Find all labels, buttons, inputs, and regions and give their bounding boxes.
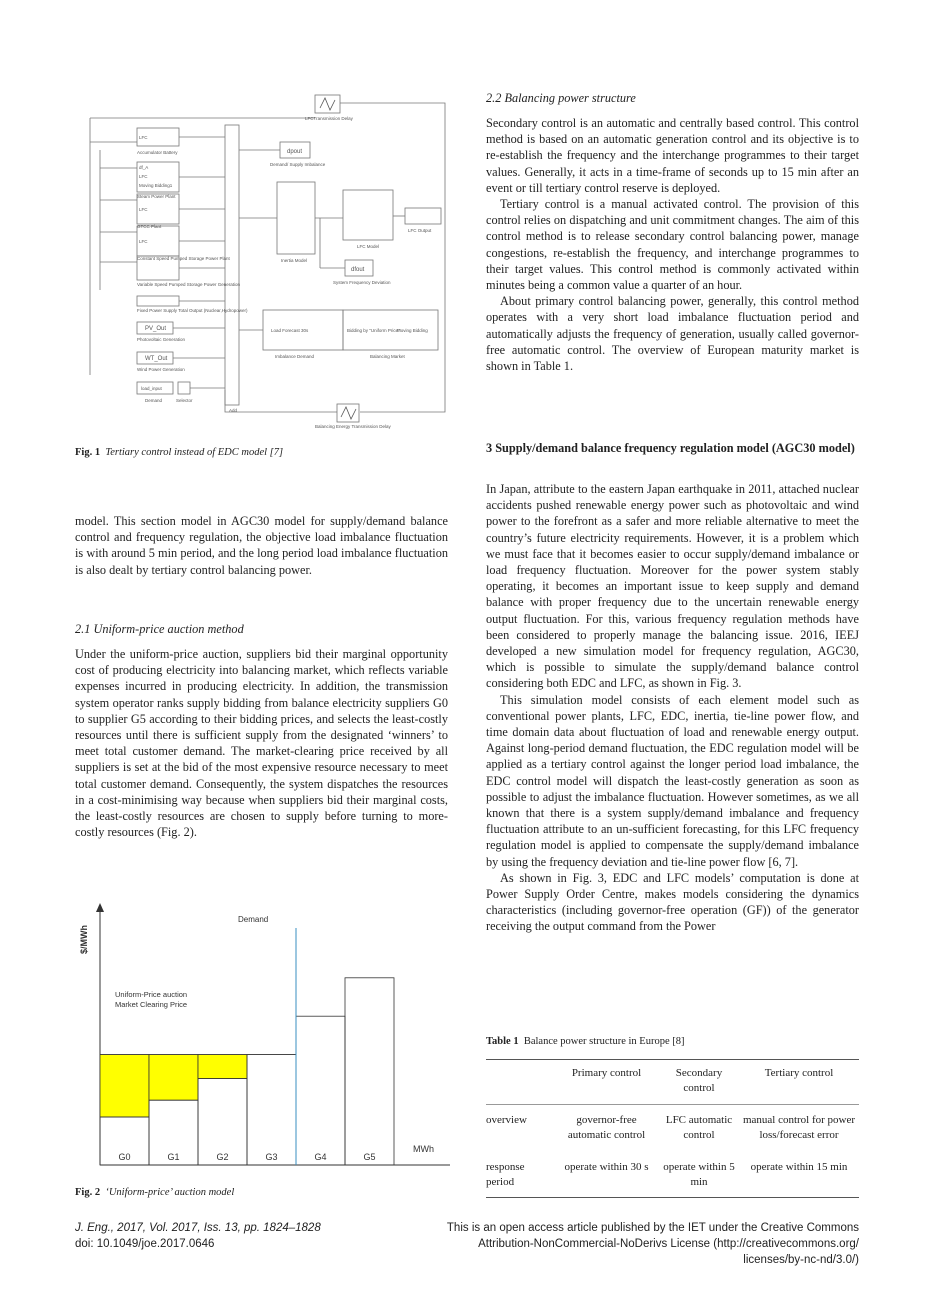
fig1-moving-label: Moving Bidding1 <box>139 183 173 188</box>
paragraph-model: model. This section model in AGC30 model for supply/demand balance control and frequency regulation, the objective load imbalance fluctuation is with around 5 min period, and the long period load imbalance fluctuation is also dealt by tertiary control balancing power. <box>75 514 448 577</box>
fig2-ylabel: $/MWh <box>79 925 89 954</box>
fig1-caption-label: Fig. 1 <box>75 447 101 458</box>
paragraph-primary-control: About primary control balancing power, generally, this control method operates with a very short load imbalance fluctuation period and automatically adjusts the frequency of generation, usually called governor-free automatic control. The overview of European maturity market is shown in Table 1. <box>486 294 859 374</box>
table1-caption-label: Table 1 <box>486 1036 519 1047</box>
fig1-fixed-power-label: Fixed Power Supply Total Output (Nuclear,Hydropower) <box>137 308 248 313</box>
fig1-lfc-label: LFC <box>139 135 148 140</box>
fig1-caption-text: Tertiary control instead of EDC model [7] <box>105 447 284 458</box>
footer-journal-info <box>75 1220 321 1252</box>
fig2-legend-line1: Uniform-Price auction <box>115 990 188 999</box>
fig1-constant-pump-label: Constant Speed Pumped Storage Power Plant <box>137 256 230 261</box>
fig2-surplus-area-G2 <box>198 1055 247 1079</box>
right-column-sec3 <box>486 481 859 935</box>
fig2-caption <box>75 1187 234 1198</box>
fig1-wt-label: Wind Power Generation <box>137 367 185 372</box>
fig1-demand-label: Demand <box>145 398 163 403</box>
table-row <box>486 1106 859 1160</box>
table1-header-cell: Secondary control <box>675 1067 723 1094</box>
fig1-imbalance-demand-label: Imbalance Demand <box>275 354 315 359</box>
fig1-inertia-label: Inertia Model <box>281 258 308 263</box>
fig2-surplus-area-G0 <box>100 1055 149 1117</box>
fig1-pv-label: Photovoltaic Generation <box>137 337 186 342</box>
table-row <box>486 1160 859 1190</box>
fig1-balancing-market-label: Balancing Market <box>370 354 405 359</box>
table1-cell: overview <box>486 1114 527 1126</box>
fig2-caption-text: ‘Uniform-price’ auction model <box>105 1187 235 1198</box>
fig2-caption-label: Fig. 2 <box>75 1187 101 1198</box>
footer-license-line2: Attribution-NonCommercial-NoDerivs License (http://creativecommons.org/ <box>478 1238 859 1250</box>
table1-caption-text: Balance power structure in Europe [8] <box>523 1036 685 1047</box>
paragraph-edc-lfc: As shown in Fig. 3, EDC and LFC models’ computation is done at Power Supply Order Centre, makes models considering the dynamics characteristics (including governor-free operation (GF)) of the generator receiving the output command from the Power <box>486 870 859 934</box>
fig2-auction-chart <box>75 900 455 1175</box>
section-2-2-heading: 2.2 Balancing power structure <box>486 91 636 105</box>
fig1-dfout-label: System Frequency Deviation <box>333 280 391 285</box>
paragraph-simulation-model: This simulation model consists of each element model such as conventional power plants, LFC, EDC, inertia, tie-line power flow, and time domain data about fluctuation of load and renewable energy output. Against long-period demand fluctuation, the EDC regulation model will be applied as a tertiary control against the longer period load imbalance, the EDC control model will dispatch the least-costly generation as soon as possible to adjust the imbalance fluctuation. However sometimes, as we all known that there is a system supply/demand imbalance and frequency fluctuation attribute to an un-sufficient forecasting, for this LFC frequency regulation model is applied to compensate the supply/demand imbalance by using the frequency deviation and tie-line power flow [6, 7]. <box>486 692 859 869</box>
section-3-heading: 3 Supply/demand balance frequency regulation model (AGC30 model) <box>486 441 855 455</box>
fig1-pv-block: PV_Out <box>145 326 167 332</box>
section-2-1-heading: 2.1 Uniform-price auction method <box>75 622 244 636</box>
table1-header-row <box>486 1060 859 1106</box>
fig2-y-axis-arrow <box>96 903 104 912</box>
table1-cell: LFC automatic control <box>665 1114 733 1141</box>
table1-cell: manual control for power loss/forecast error <box>742 1114 856 1141</box>
paragraph-japan: In Japan, attribute to the eastern Japan earthquake in 2011, attached nuclear accidents pushed renewable energy power such as photovoltaic and wind power to the forefront as a safer and more reliable alternative to meet the country’s future electricity requirements. However, it is a problem which we must face that it becomes easier to occur supply/demand imbalance or load frequency fluctuation. Moreover for the power system stably operating, it becomes an important issue to keep supply and demand balance with proper frequency due to the uncertain renewable energy output fluctuation. For this, various frequency regulation methods have been considered to properly manage the balancing issue. 2016, IEEJ developed a new simulation model for frequency regulation, AGC30, which is possible to simulate the supply/demand balance control considering both EDC and LFC, as shown in Fig. 3. <box>486 482 859 691</box>
fig1-lfc-model-label: LFC Model <box>357 244 380 249</box>
fig1-dpout-label: Demand/ Supply Imbalance <box>270 162 326 167</box>
footer-license-line3: licenses/by-nc-nd/3.0/) <box>743 1254 859 1266</box>
table1-header-cell <box>486 1066 554 1106</box>
fig1-be-delay-label: Balancing Energy Transmission Delay <box>315 424 391 429</box>
table1-cell: operate within 30 s <box>564 1161 649 1173</box>
fig1-dpout-block: dpout <box>287 149 303 155</box>
footer-license-line1: This is an open access article published by the IET under the Creative Commons <box>446 1222 859 1234</box>
fig1-lfc-output-label: LFC Output <box>408 228 432 233</box>
table1-caption <box>486 1036 685 1047</box>
fig1-dfa-label: df_A <box>139 165 149 170</box>
fig2-bar-G4 <box>296 1016 345 1165</box>
fig1-moving-bidding-label: Moving Bidding <box>397 328 428 333</box>
fig2-tick-label-G4: G4 <box>314 1152 327 1162</box>
fig2-tick-label-G0: G0 <box>118 1152 131 1162</box>
fig1-selector-label: Selector <box>176 398 193 403</box>
footer-license <box>447 1220 859 1268</box>
table1-header-rule <box>486 1104 859 1105</box>
right-column-sec22 <box>486 115 859 374</box>
left-column-sec21 <box>75 646 448 840</box>
table1-cell: operate within 5 min <box>663 1161 735 1188</box>
fig1-wt-block: WT_Out <box>145 356 168 362</box>
fig1-load-forecast-label: Load Forecast 30s <box>271 328 309 333</box>
fig1-lfc-label-2: LFC <box>139 174 148 179</box>
fig2-bar-G3 <box>247 1055 296 1165</box>
fig2-tick-label-G2: G2 <box>216 1152 229 1162</box>
table1-cell: response period <box>486 1161 525 1188</box>
fig1-accumulator-label: Accumulator Battery <box>137 150 178 155</box>
fig1-lfc-label-3: LFC <box>139 207 148 212</box>
fig1-demand-block: load_input <box>141 386 162 391</box>
paragraph-secondary-control: Secondary control is an automatic and centrally based control. This control method is based on an automatic generation control and its objective is to re-establish the frequency and the interchange programmes to their target values. Generally, it acts in a time-frame of seconds up to 15 min after an event or till tertiary control reserve is deployed. <box>486 116 859 195</box>
table1-cell: operate within 15 min <box>750 1161 848 1173</box>
fig1-gtcc-label: GTCC Plant <box>137 224 162 229</box>
paragraph-tertiary-control: Tertiary control is a manual activated control. The provision of this control relies on dispatching and unit commitment changes. The aim of this control method is to release secondary control balancing power, manage congestions, re-establish the frequency, and interchange programmes to their target values. This control method is commonly activated within minutes being a common value a quarter of an hour. <box>486 197 859 293</box>
fig2-surplus-area-G1 <box>149 1055 198 1101</box>
fig1-simulink-diagram <box>75 90 465 430</box>
fig2-bar-G5 <box>345 978 394 1165</box>
paragraph-uniform-price: Under the uniform-price auction, suppliers bid their marginal opportunity cost of producing electricity into balancing market, which reflects variable expenses incurred in producing electricity. In addition, the transmission system operator ranks supply bidding from balance electricity suppliers G0 to supplier G5 according to their bidding prices, and selects the least-costly resources until there is sufficient supply from the designated ‘winners’ to meet total customer demand. The market-clearing price received by all suppliers is set at the bid of the most expensive resource necessary to meet total customer demand. Consequently, the system dispatches the resources in a cost-minimising way because when suppliers bid their marginal costs, the least-costly resources are chosen to supply before turning to more-costly resources (Fig. 2). <box>75 647 448 840</box>
fig1-dfout-block: dfout <box>351 267 365 273</box>
table1-header-cell: Primary control <box>571 1067 642 1079</box>
fig1-bidding-label: Bidding by "Uniform Price" <box>347 328 400 333</box>
table1 <box>486 1060 859 1190</box>
footer-journal-line: J. Eng., 2017, Vol. 2017, Iss. 13, pp. 1824–1828 <box>75 1222 321 1234</box>
fig2-tick-label-G3: G3 <box>265 1152 278 1162</box>
fig2-tick-label-G5: G5 <box>363 1152 376 1162</box>
fig2-legend-line2: Market Clearing Price <box>115 1000 188 1009</box>
footer-doi: doi: 10.1049/joe.2017.0646 <box>75 1238 215 1250</box>
left-column-top <box>75 513 448 578</box>
fig1-lfc-delay-label: LFCTransmission Delay <box>305 116 353 121</box>
fig1-add-label: Add <box>229 408 238 413</box>
fig2-tick-label-G1: G1 <box>167 1152 180 1162</box>
fig1-variable-pump-label: Variable Speed Pumped Storage Power Generation <box>137 282 240 287</box>
table1-header-cell: Tertiary control <box>764 1067 834 1079</box>
table1-cell: governor-free automatic control <box>567 1114 646 1141</box>
table1-bottom-rule <box>486 1197 859 1198</box>
fig2-xlabel: MWh <box>413 1144 434 1154</box>
fig1-steam-label: Steam Power Plant <box>137 194 176 199</box>
fig1-lfc-label-4: LFC <box>139 239 148 244</box>
fig2-demand-label: Demand <box>238 915 269 924</box>
fig1-caption <box>75 447 283 458</box>
